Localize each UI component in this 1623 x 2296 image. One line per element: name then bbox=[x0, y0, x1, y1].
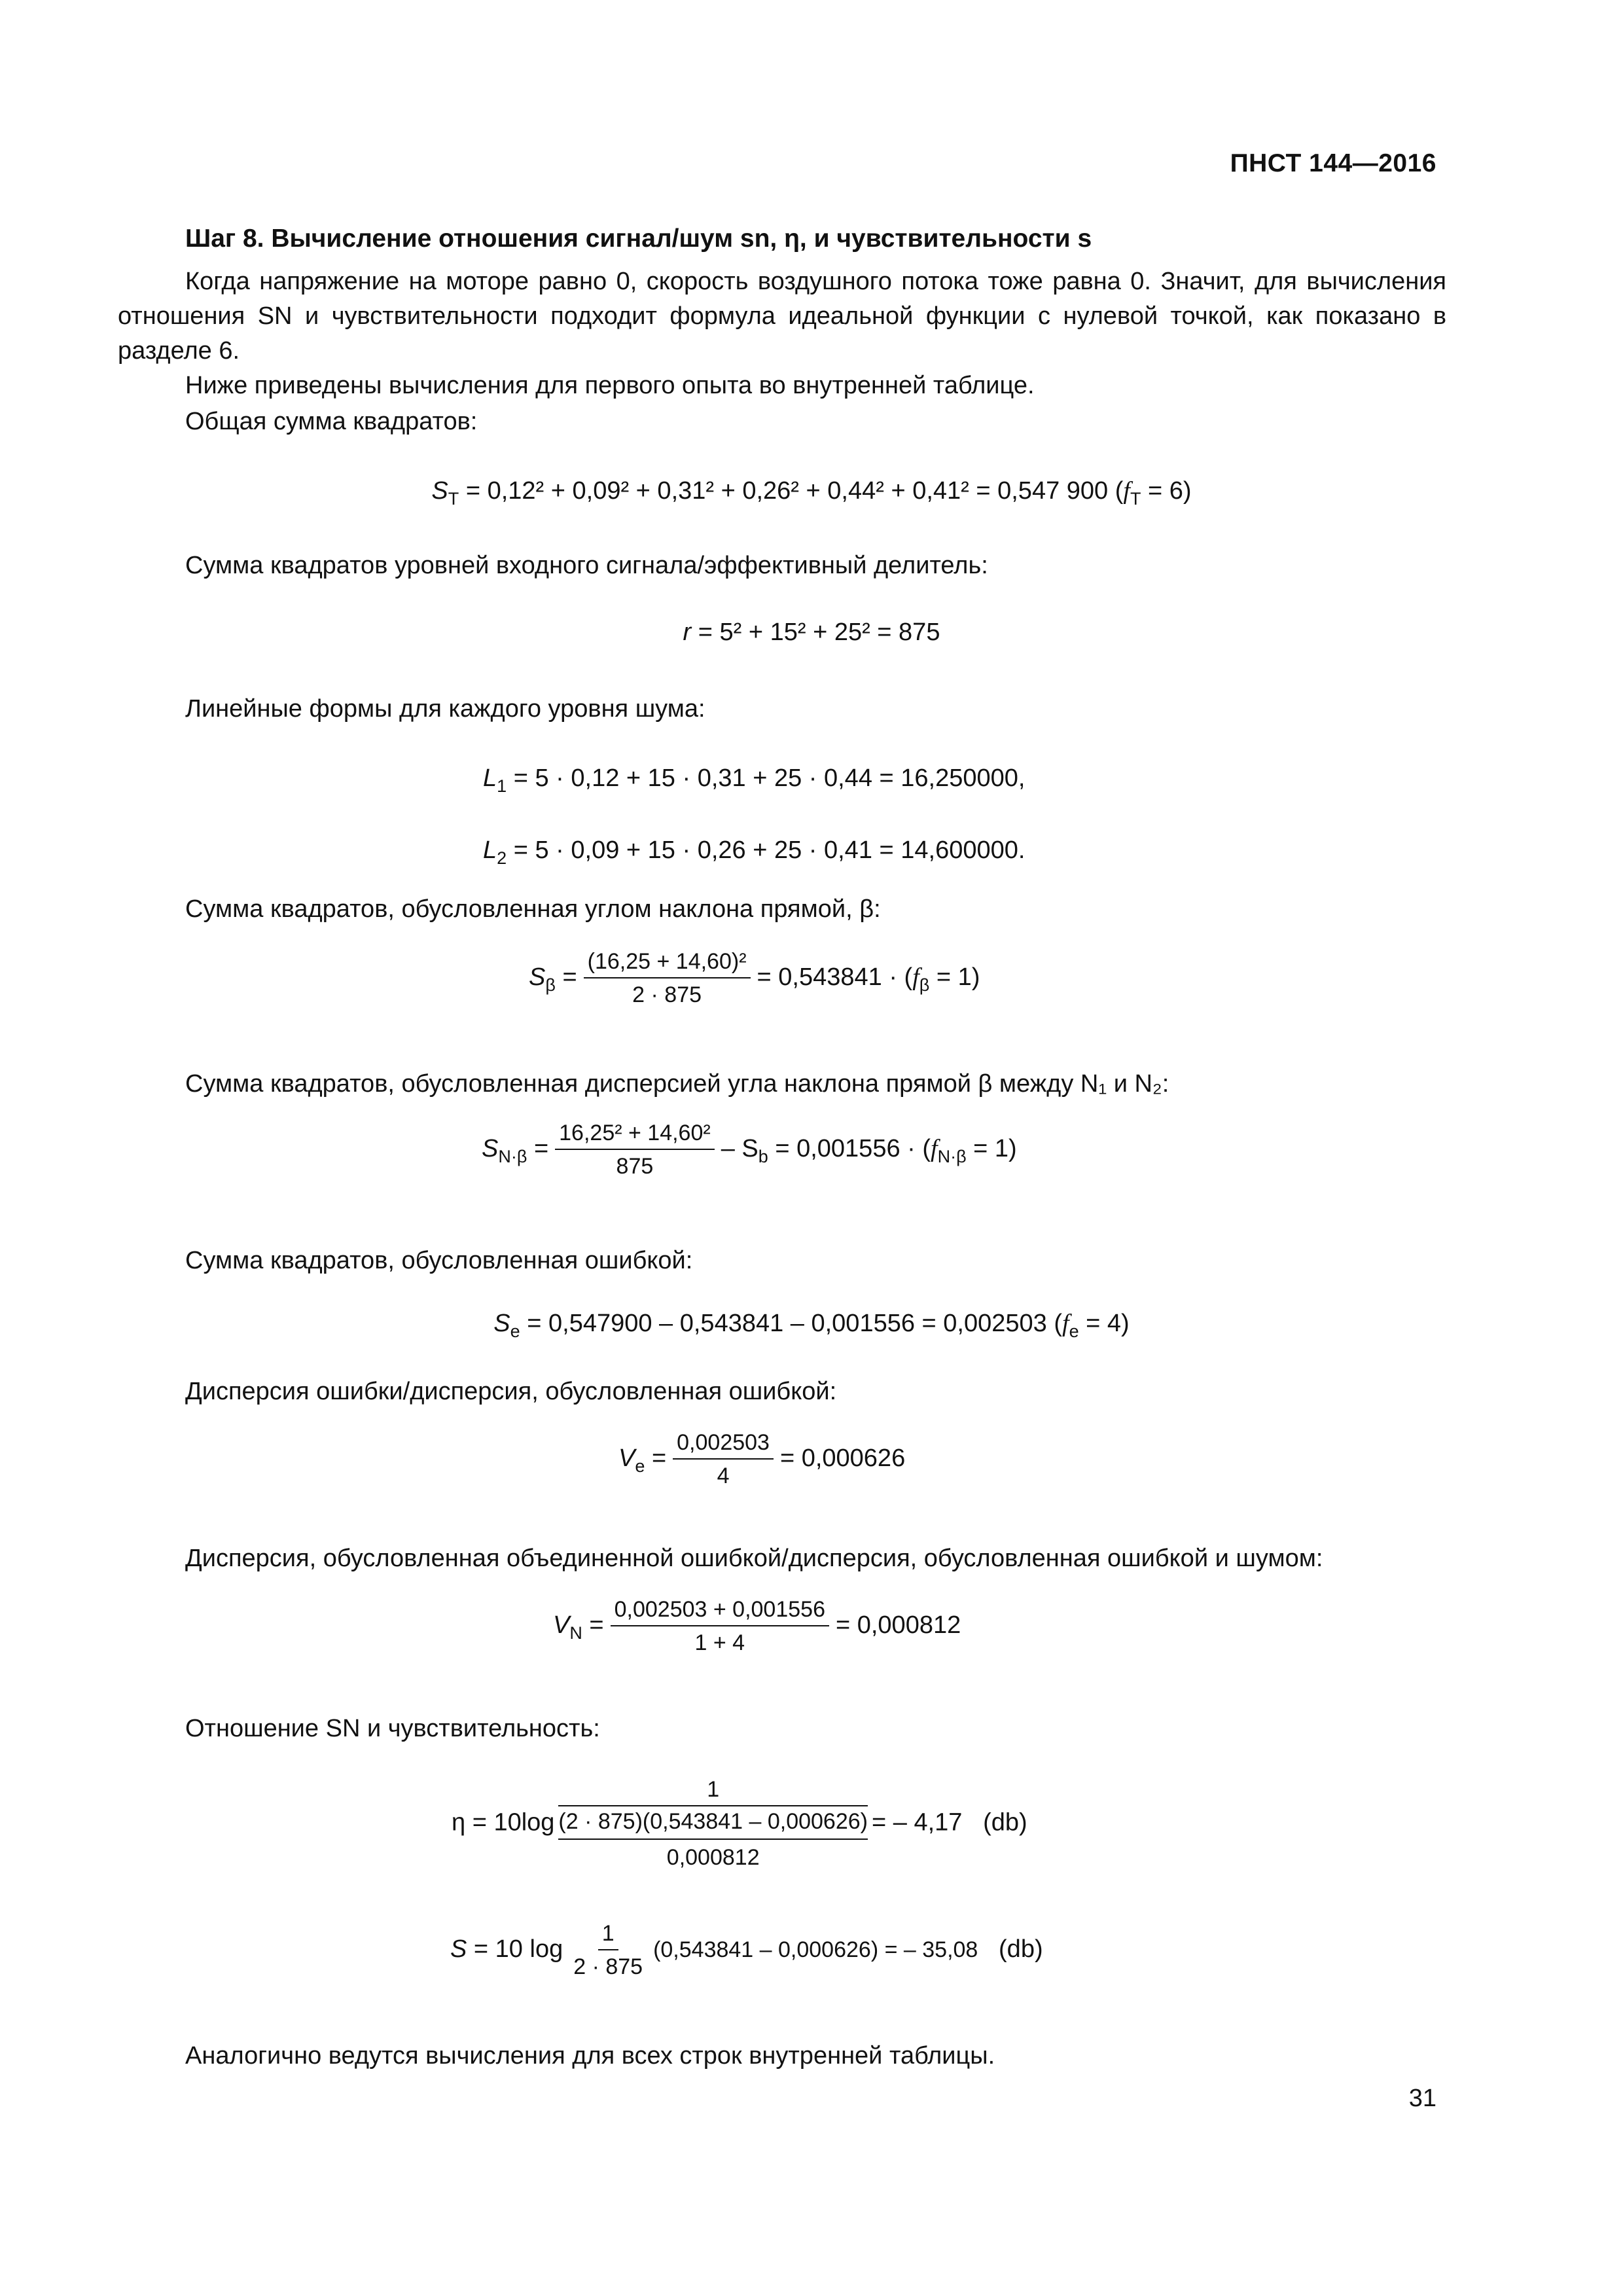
equation-eta bbox=[452, 1777, 1027, 1871]
eq-se-lhs-sub: e bbox=[510, 1321, 520, 1341]
eq-ve-num: 0,002503 bbox=[673, 1430, 774, 1460]
eq-ve-fraction bbox=[673, 1430, 774, 1489]
eq-ve-lhs: V bbox=[618, 1444, 635, 1473]
eq-r-body: = 5² + 15² + 25² = 875 bbox=[698, 619, 940, 646]
eq-st-body: = 0,12² + 0,09² + 0,31² + 0,26² + 0,44² + 0,41² = 0,547 900 ( bbox=[465, 477, 1124, 505]
eq-eta-unit: (db) bbox=[983, 1808, 1027, 1837]
eq-st-f-sub: T bbox=[1130, 489, 1141, 509]
intro-text: Когда напряжение на моторе равно 0, скорость воздушного потока тоже равна 0. Значит, для вычисления отношения SN и чувствительности подходит формула идеальной функции с нулевой точкой, как показано в разделе 6. bbox=[118, 268, 1446, 365]
eq-l1-lhs: L bbox=[483, 764, 497, 792]
eq-s-fraction bbox=[569, 1921, 647, 1980]
eq-vn-fraction bbox=[611, 1597, 829, 1656]
document-code: ПНСТ 144—2016 bbox=[1230, 149, 1436, 177]
eq-se-body: = 0,547900 – 0,543841 – 0,001556 = 0,002503 ( bbox=[527, 1310, 1062, 1337]
equation-v-n: $V_N$ = $\frac{0,002503 + 0,001556}{1 + 4}$ = 0,000812 bbox=[553, 1597, 961, 1655]
eq-l1-body: = 5 · 0,12 + 15 · 0,31 + 25 · 0,44 = 16,250000, bbox=[513, 764, 1026, 792]
eq-se-f-sub: e bbox=[1069, 1321, 1079, 1341]
eq-snb-lhs: S bbox=[482, 1135, 499, 1163]
equation-st bbox=[0, 476, 1623, 509]
eq-st-tail: = 6) bbox=[1148, 477, 1192, 505]
eq-snb-mid-sub: b bbox=[758, 1147, 768, 1167]
equation-r bbox=[0, 619, 1623, 647]
eq-l2-body: = 5 · 0,09 + 15 · 0,26 + 25 · 0,41 = 14,600000. bbox=[513, 836, 1026, 864]
eq-eta-inner-fraction bbox=[558, 1777, 868, 1840]
eq-sb-tail: = 1) bbox=[936, 963, 980, 992]
eq-snb-f: f bbox=[931, 1135, 938, 1163]
eq-st-f: f bbox=[1123, 477, 1130, 505]
label-s-n-beta: Сумма квадратов, обусловленная дисперсией угла наклона прямой β между N₁ и N₂: bbox=[185, 1070, 1169, 1098]
intro-line-2: Ниже приведены вычисления для первого опыта во внутренней таблице. bbox=[185, 372, 1035, 399]
eq-eta-result: = – 4,17 bbox=[872, 1808, 963, 1837]
label-s-beta: Сумма квадратов, обусловленная углом наклона прямой, β: bbox=[185, 895, 881, 923]
equation-l1 bbox=[483, 764, 1025, 797]
label-linear-forms: Линейные формы для каждого уровня шума: bbox=[185, 695, 705, 723]
eq-snb-den: 875 bbox=[616, 1154, 654, 1179]
eq-snb-num: 16,25² + 14,60² bbox=[555, 1121, 715, 1150]
eq-vn-lhs: V bbox=[553, 1611, 570, 1640]
page-number: 31 bbox=[1408, 2085, 1436, 2112]
eq-l1-sub: 1 bbox=[497, 776, 507, 796]
eq-eta-outer-den: 0,000812 bbox=[666, 1845, 760, 1870]
eq-ve-lhs-sub: e bbox=[635, 1456, 645, 1477]
equation-v-e: $V_e$ = $\frac{0,002503}{4}$ = 0,000626 bbox=[618, 1430, 906, 1488]
eq-vn-result: = 0,000812 bbox=[835, 1611, 961, 1640]
eq-vn-den: 1 + 4 bbox=[694, 1630, 745, 1655]
equation-l2 bbox=[483, 836, 1025, 869]
eq-eta-inner-num: 1 bbox=[558, 1777, 868, 1806]
eq-ve-den: 4 bbox=[717, 1463, 730, 1488]
intro-paragraph bbox=[118, 264, 1446, 368]
eq-snb-result: = 0,001556 · ( bbox=[775, 1135, 931, 1163]
equation-s-beta: $S_\beta$ = $\frac{\text{(16,25 + 14,60)²}}{2 \cdot 875}$ = $0,543841 \cdot (f_\beta = 1)$ bbox=[529, 949, 980, 1007]
label-sn-ratio: Отношение SN и чувствительность: bbox=[185, 1715, 600, 1742]
eq-s-num: 1 bbox=[598, 1921, 618, 1950]
eq-sb-num: (16,25 + 14,60)² bbox=[584, 949, 751, 978]
equation-s-e bbox=[0, 1309, 1623, 1342]
eq-s-body: (0,543841 – 0,000626) = – 35,08 bbox=[653, 1937, 978, 1963]
intro-line-3: Общая сумма квадратов: bbox=[185, 408, 478, 435]
eq-st-lhs-sub: T bbox=[448, 489, 459, 509]
eq-sb-den: 2 · 875 bbox=[632, 982, 702, 1007]
eq-l2-lhs: L bbox=[483, 836, 497, 864]
label-r: Сумма квадратов уровней входного сигнала/эффективный делитель: bbox=[185, 552, 988, 579]
eq-st-lhs: S bbox=[431, 477, 448, 505]
eq-snb-f-sub: N·β bbox=[937, 1147, 967, 1167]
eq-r-lhs: r bbox=[683, 619, 692, 646]
eq-sb-lhs: S bbox=[529, 963, 546, 992]
eq-sb-f: f bbox=[912, 963, 919, 992]
eq-se-tail: = 4) bbox=[1086, 1310, 1130, 1337]
eq-snb-fraction bbox=[555, 1121, 715, 1179]
eq-sb-f-sub: β bbox=[919, 975, 930, 996]
eq-l2-sub: 2 bbox=[497, 848, 507, 868]
label-v-e: Дисперсия ошибки/дисперсия, обусловленная ошибкой: bbox=[185, 1378, 837, 1405]
eq-vn-lhs-sub: N bbox=[569, 1623, 582, 1643]
eq-s-den: 2 · 875 bbox=[573, 1954, 643, 1979]
eq-snb-mid: – S bbox=[721, 1135, 758, 1163]
eq-sb-lhs-sub: β bbox=[545, 975, 556, 996]
eq-s-unit: (db) bbox=[999, 1935, 1043, 1964]
eq-vn-num: 0,002503 + 0,001556 bbox=[611, 1597, 829, 1626]
label-v-n: Дисперсия, обусловленная объединенной ошибкой/дисперсия, обусловленная ошибкой и шумом: bbox=[185, 1545, 1323, 1572]
eq-snb-tail: = 1) bbox=[973, 1135, 1017, 1163]
eq-eta-lhs: η = 10log bbox=[452, 1808, 555, 1837]
eq-eta-fraction bbox=[558, 1777, 868, 1871]
eq-ve-result: = 0,000626 bbox=[779, 1444, 906, 1473]
eq-s-lhs: S bbox=[450, 1935, 467, 1964]
label-s-e: Сумма квадратов, обусловленная ошибкой: bbox=[185, 1247, 693, 1274]
eq-se-f: f bbox=[1062, 1310, 1069, 1337]
closing-line: Аналогично ведутся вычисления для всех строк внутренней таблицы. bbox=[185, 2042, 995, 2070]
equation-s bbox=[450, 1921, 1043, 1980]
eq-sb-result: = 0,543841 · ( bbox=[757, 963, 913, 992]
eq-sb-fraction bbox=[584, 949, 751, 1008]
eq-se-lhs: S bbox=[493, 1310, 510, 1337]
eq-s-pre: = 10 log bbox=[473, 1935, 563, 1964]
equation-s-n-beta: $S_{N\cdot\beta}$ = $\frac{\text{16,25² + 14,60²}}{875}$ – $S_b = 0,001556 \cdot (f_{N\cdot\beta} = 1)$ bbox=[482, 1121, 1017, 1179]
eq-eta-inner-den: (2 · 875)(0,543841 – 0,000626) bbox=[558, 1809, 868, 1834]
step-heading: Шаг 8. Вычисление отношения сигнал/шум sn, η, и чувствительности s bbox=[185, 224, 1092, 253]
eq-snb-lhs-sub: N·β bbox=[498, 1147, 527, 1167]
